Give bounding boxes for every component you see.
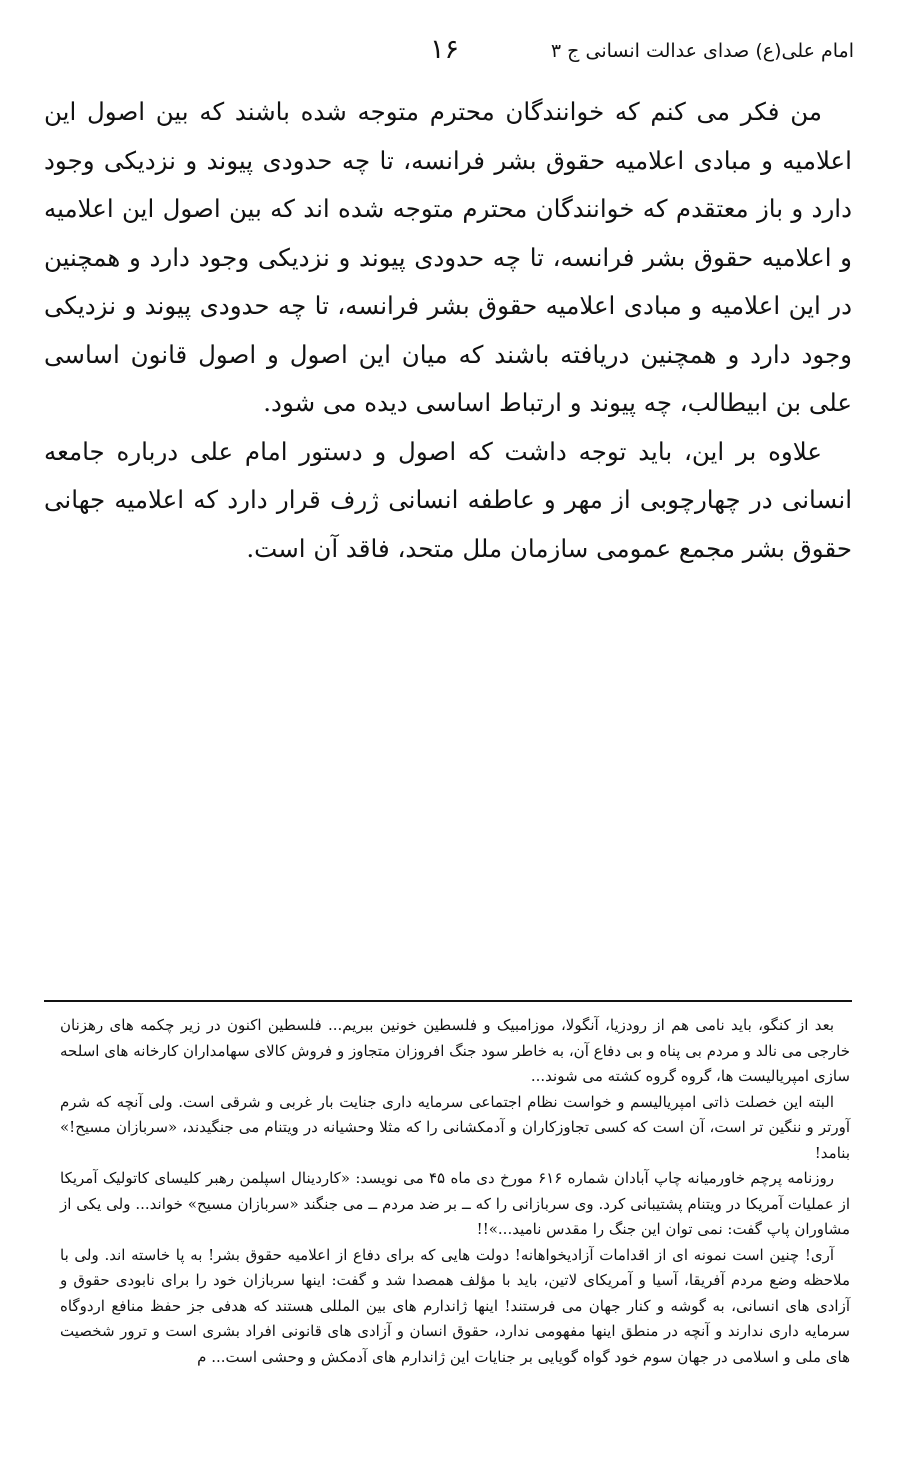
footnotes: [60, 1013, 850, 1370]
footnote-paragraph: البته این خصلت ذاتی امپریالیسم و خواست نظام اجتماعی سرمایه داری جنایت بار غربی و شرقی است. ولی آنچه که شرم آورتر و ننگین تر است، آن است که کسی تجاوزکاران و آدمکشانی را که مثلا وحشیانه در ویتنام می جنگیدند، «سربازان مسیح!» بنامد!: [60, 1092, 850, 1162]
footnote-paragraph: بعد از کنگو، باید نامی هم از رودزیا، آنگولا، موزامبیک و فلسطین خونین ببریم... فلسطین اکنون در زیر چکمه های رهزنان خارجی می نالد و مردم بی پناه و بی دفاع آن، به خاطر سود جنگ افروزان متجاوز و فروش کالای سهامداران کارخانه های اسلحه سازی امپریالیست ها، گروه گروه کشته می شوند...: [60, 1016, 850, 1085]
main-text: [44, 88, 852, 573]
body-paragraph: علاوه بر این، باید توجه داشت که اصول و دستور امام علی درباره جامعه انسانی در چهارچوبی از مهر و عاطفه انسانی ژرف قرار دارد که اعلامیه جهانی حقوق بشر مجمع عمومی سازمان ملل متحد، فاقد آن است.: [44, 436, 852, 563]
page-header: [40, 32, 854, 72]
footnote-paragraph: روزنامه پرچم خاورمیانه چاپ آبادان شماره ۶۱۶ مورخ دی ماه ۴۵ می نویسد: «کاردینال اسپلمن رهبر کلیسای کاتولیک آمریکا از عملیات آمریکا در ویتنام پشتیبانی کرد. وی سربازانی را که ــ بر ضد مردم ــ می جنگند «سربازان مسیح» خواند... ولی یکی از مشاوران پاپ گفت: نمی توان این جنگ را مقدس نامید...»!!: [60, 1169, 850, 1238]
running-title: امام علی(ع) صدای عدالت انسانی ج ۳: [550, 40, 854, 62]
footnote-separator: [44, 1000, 852, 1002]
page-number: ۱۶: [429, 34, 459, 65]
body-paragraph: من فکر می کنم که خوانندگان محترم متوجه شده باشند که بین اصول این اعلامیه و مبادی اعلامیه حقوق بشر فرانسه، تا چه حدودی پیوند و نزدیکی وجود دارد و باز معتقدم که خوانندگان محترم متوجه شده اند که بین اصول این اعلامیه و اعلامیه حقوق بشر فرانسه، تا چه حدودی پیوند و نزدیکی وجود دارد و همچنین در این اعلامیه و مبادی اعلامیه حقوق بشر فرانسه، تا چه حدودی پیوند و نزدیکی وجود دارد و همچنین دریافته باشند که میان این اصول و اصول قانون اساسی علی بن ابیطالب، چه پیوند و ارتباط اساسی دیده می شود.: [44, 97, 852, 417]
footnote-paragraph: آری! چنین است نمونه ای از اقدامات آزادیخواهانه! دولت هایی که برای دفاع از اعلامیه حقوق بشر! به پا خاسته اند. ولی با ملاحظه وضع مردم آفریقا، آسیا و آمریکای لاتین، باید با مؤلف همصدا شد و گفت: اینها سربازان خود را برای نابودی حقوق و آزادی های انسانی، به گوشه و کنار جهان می فرستند! اینها ژاندارم های بین المللی هستند که هدفی جز حفظ منافع اردوگاه سرمایه داری ندارند و آنچه در منطق اینها مفهومی ندارد، حقوق انسان و آزادی های قانونی افراد بشری است و ترور شخصیت های ملی و اسلامی در جهان سوم خود گواه گویایی بر جنایات این ژاندارم های آدمکش و وحشی است... م: [60, 1245, 850, 1366]
